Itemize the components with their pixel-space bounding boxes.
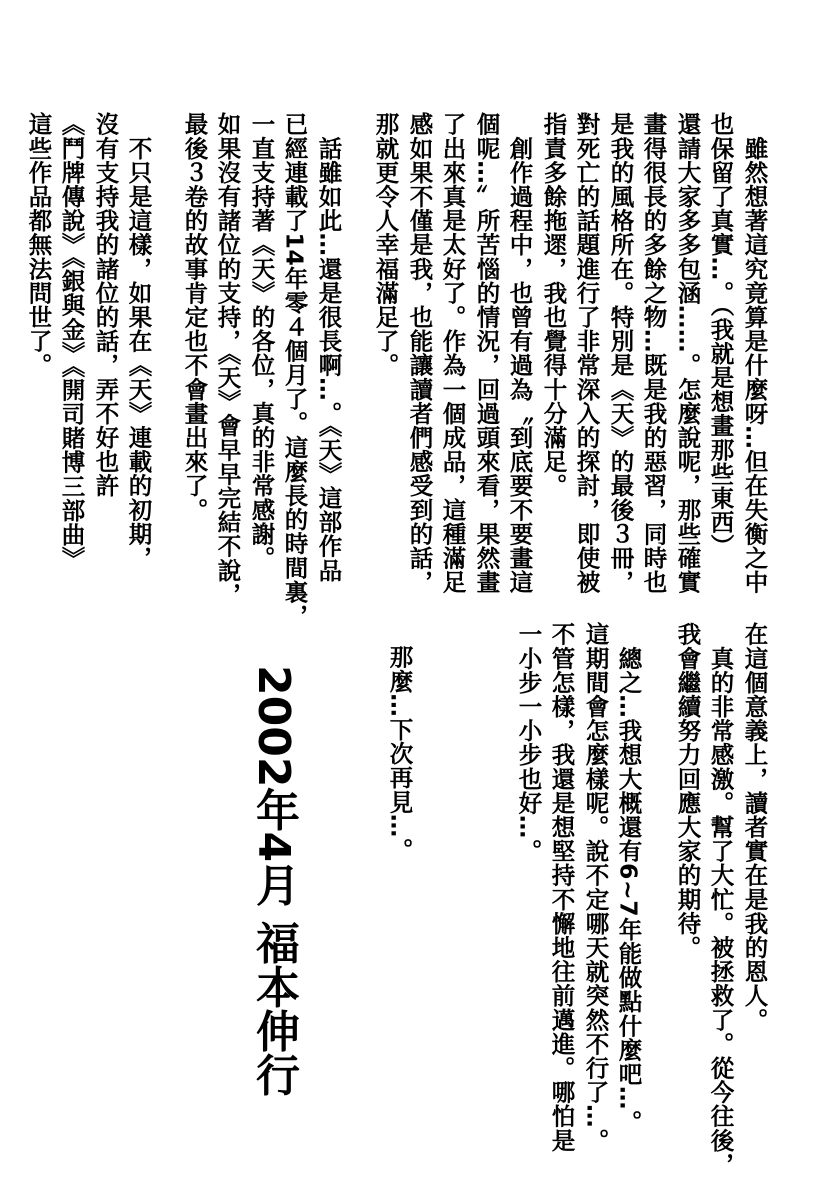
text-column: 對死亡的話題進行了非常深入的探討，即使被 xyxy=(572,112,601,594)
text-column: 話雖如此…還是很長啊…。《天》這部作品 xyxy=(314,112,343,583)
signature-date: 2002年4月 xyxy=(248,665,299,907)
text-column: 創作過程中，也曾有過為〝到底要不要畫這 xyxy=(505,112,534,594)
text-column: 總之…我想大概還有6~7年能做點什麼吧…。 xyxy=(614,622,643,1135)
text-column: 也保留了真實…。（我就是想畫那些東西） xyxy=(706,112,735,559)
text-column: 感如果不僅是我，也能讓讀者們感受到的話， xyxy=(405,112,434,594)
text-column: 不管怎樣，我還是想堅持不懈地往前邁進。哪怕是 xyxy=(547,622,576,1153)
text-column: 一小步一小步也好…。 xyxy=(514,622,543,863)
text-column: 《鬥牌傳說》《銀與金》《開司賭博三部曲》 xyxy=(57,112,86,571)
text-column: 那就更令人幸福滿足了。 xyxy=(371,112,400,378)
signature xyxy=(245,665,299,1115)
text-column: 是我的風格所在。特別是《天》的最後３冊， xyxy=(606,112,635,594)
text-column: 雖然想著這究竟算是什麼呀…但在失衡之中 xyxy=(740,112,769,594)
text-column: 一直支持著《天》的各位，真的非常感謝。 xyxy=(247,112,276,570)
text-column: 這期間會怎麼樣呢。說不定哪天就突然不行了…。 xyxy=(581,622,610,1153)
text-column: 了出來真是太好了。作為一個成品，這種滿足 xyxy=(438,112,467,594)
text-column: 真的非常感激。幫了大忙。被拯救了。從今往後， xyxy=(706,622,735,1177)
signature-name: 福本伸行 xyxy=(248,920,299,1097)
text-column: 沒有支持我的諸位的話，弄不好也許 xyxy=(91,112,120,498)
text-column: 指責多餘拖遝，我也覺得十分滿足。 xyxy=(539,112,568,498)
text-column: 已經連載了14年零４個月了。這麼長的時間裏， xyxy=(280,112,309,628)
text-column: 在這個意義上，讀者實在是我的恩人。 xyxy=(740,622,769,1032)
text-column: 那麼…下次再見…。 xyxy=(385,645,414,862)
text-column: 不只是這樣，如果在《天》連載的初期， xyxy=(124,112,153,570)
text-column: 最後３卷的故事肯定也不會畫出來了。 xyxy=(180,112,209,522)
text-column: 個呢…〞所苦惱的情況，回過頭來看，果然畫 xyxy=(472,112,501,594)
text-column: 畫得很長的多餘之物…既是我的惡習，同時也 xyxy=(639,112,668,594)
text-column: 這些作品都無法問世了。 xyxy=(24,112,53,378)
text-column: 如果沒有諸位的支持，《天》會早早完結不說， xyxy=(213,112,242,607)
text-column: 還請大家多多包涵……。怎麼說呢，那些確實 xyxy=(673,112,702,594)
text-column: 我會繼續努力回應大家的期待。 xyxy=(673,622,702,960)
